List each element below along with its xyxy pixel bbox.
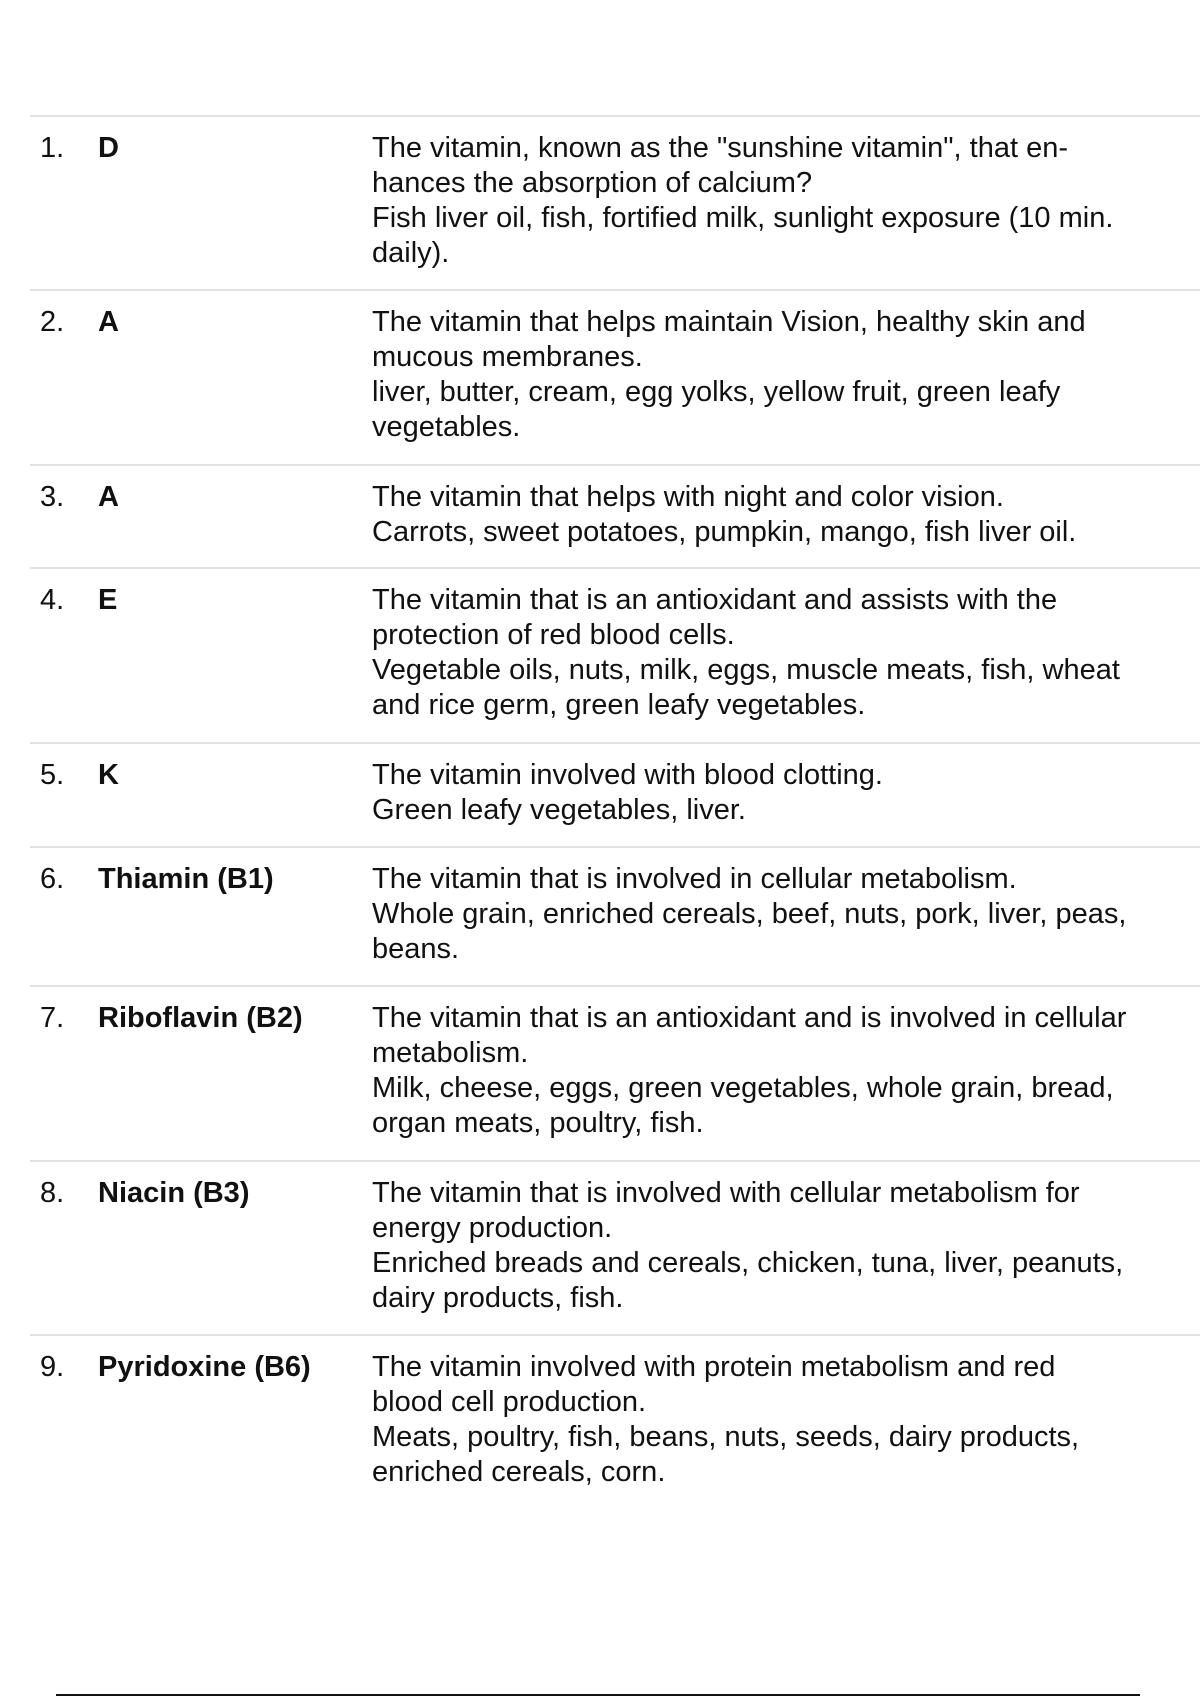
definition-line: blood cell production. <box>372 1386 647 1418</box>
sources-line: Vegetable oils, nuts, milk, eggs, muscle meats, fish, wheat <box>372 654 1120 686</box>
sources-line: Enriched breads and cereals, chicken, tuna, liver, peanuts, <box>372 1247 1124 1279</box>
flashcard-row <box>30 464 1200 567</box>
definition-line: hances the absorption of calcium? <box>372 167 813 199</box>
definition-line: The vitamin, known as the "sunshine vitamin", that en- <box>372 132 1068 164</box>
card-number: 5. <box>40 759 65 791</box>
card-term: A <box>98 481 119 513</box>
card-definition <box>372 305 1197 445</box>
card-term: Thiamin (B1) <box>98 863 274 895</box>
card-definition <box>372 583 1197 723</box>
sources-line: Carrots, sweet potatoes, pumpkin, mango, fish liver oil. <box>372 516 1077 548</box>
card-term: A <box>98 306 119 338</box>
definition-line: The vitamin that is an antioxidant and assists with the <box>372 584 1058 616</box>
sources-line: dairy products, fish. <box>372 1282 624 1314</box>
footer-divider <box>56 1694 1140 1696</box>
card-term: Riboflavin (B2) <box>98 1002 303 1034</box>
card-number: 6. <box>40 863 65 895</box>
card-term: D <box>98 132 119 164</box>
card-definition <box>372 1176 1197 1316</box>
flashcard-row <box>30 115 1200 289</box>
sources-line: organ meats, poultry, fish. <box>372 1107 704 1139</box>
sources-line: Milk, cheese, eggs, green vegetables, whole grain, bread, <box>372 1072 1114 1104</box>
card-definition <box>372 862 1197 967</box>
flashcard-row <box>30 1334 1200 1509</box>
definition-line: The vitamin that is involved in cellular metabolism. <box>372 863 1017 895</box>
card-term: Niacin (B3) <box>98 1177 250 1209</box>
card-term: Pyridoxine (B6) <box>98 1351 311 1383</box>
card-number: 8. <box>40 1177 65 1209</box>
flashcard-row <box>30 742 1200 846</box>
sources-line: daily). <box>372 237 450 269</box>
card-number: 9. <box>40 1351 65 1383</box>
card-definition <box>372 758 1197 828</box>
definition-line: energy production. <box>372 1212 613 1244</box>
definition-line: The vitamin that is an antioxidant and is involved in cellular <box>372 1002 1127 1034</box>
sources-line: beans. <box>372 933 460 965</box>
sources-line: Meats, poultry, fish, beans, nuts, seeds, dairy products, <box>372 1421 1080 1453</box>
definition-line: The vitamin involved with blood clotting. <box>372 759 883 791</box>
flashcard-row <box>30 846 1200 985</box>
card-definition <box>372 480 1197 550</box>
card-definition <box>372 131 1197 271</box>
definition-line: protection of red blood cells. <box>372 619 735 651</box>
card-number: 3. <box>40 481 65 513</box>
card-term: E <box>98 584 118 616</box>
sources-line: liver, butter, cream, egg yolks, yellow fruit, green leafy <box>372 376 1061 408</box>
sources-line: Green leafy vegetables, liver. <box>372 794 746 826</box>
definition-line: metabolism. <box>372 1037 529 1069</box>
card-number: 7. <box>40 1002 65 1034</box>
sources-line: and rice germ, green leafy vegetables. <box>372 689 866 721</box>
definition-line: mucous membranes. <box>372 341 643 373</box>
card-definition <box>372 1350 1197 1490</box>
flashcard-row <box>30 985 1200 1160</box>
flashcard-row <box>30 567 1200 742</box>
card-number: 4. <box>40 584 65 616</box>
definition-line: The vitamin that helps maintain Vision, healthy skin and <box>372 306 1086 338</box>
definition-line: The vitamin that helps with night and color vision. <box>372 481 1004 513</box>
card-term: K <box>98 759 119 791</box>
sources-line: Whole grain, enriched cereals, beef, nuts, pork, liver, peas, <box>372 898 1127 930</box>
definition-line: The vitamin involved with protein metabolism and red <box>372 1351 1056 1383</box>
flashcard-row <box>30 1160 1200 1334</box>
sources-line: Fish liver oil, fish, fortified milk, sunlight exposure (10 min. <box>372 202 1114 234</box>
definition-line: The vitamin that is involved with cellular metabolism for <box>372 1177 1080 1209</box>
card-number: 2. <box>40 306 65 338</box>
flashcard-row <box>30 289 1200 464</box>
flashcard-list <box>30 115 1200 1509</box>
sources-line: enriched cereals, corn. <box>372 1456 666 1488</box>
sources-line: vegetables. <box>372 411 521 443</box>
card-definition <box>372 1001 1197 1141</box>
card-number: 1. <box>40 132 65 164</box>
